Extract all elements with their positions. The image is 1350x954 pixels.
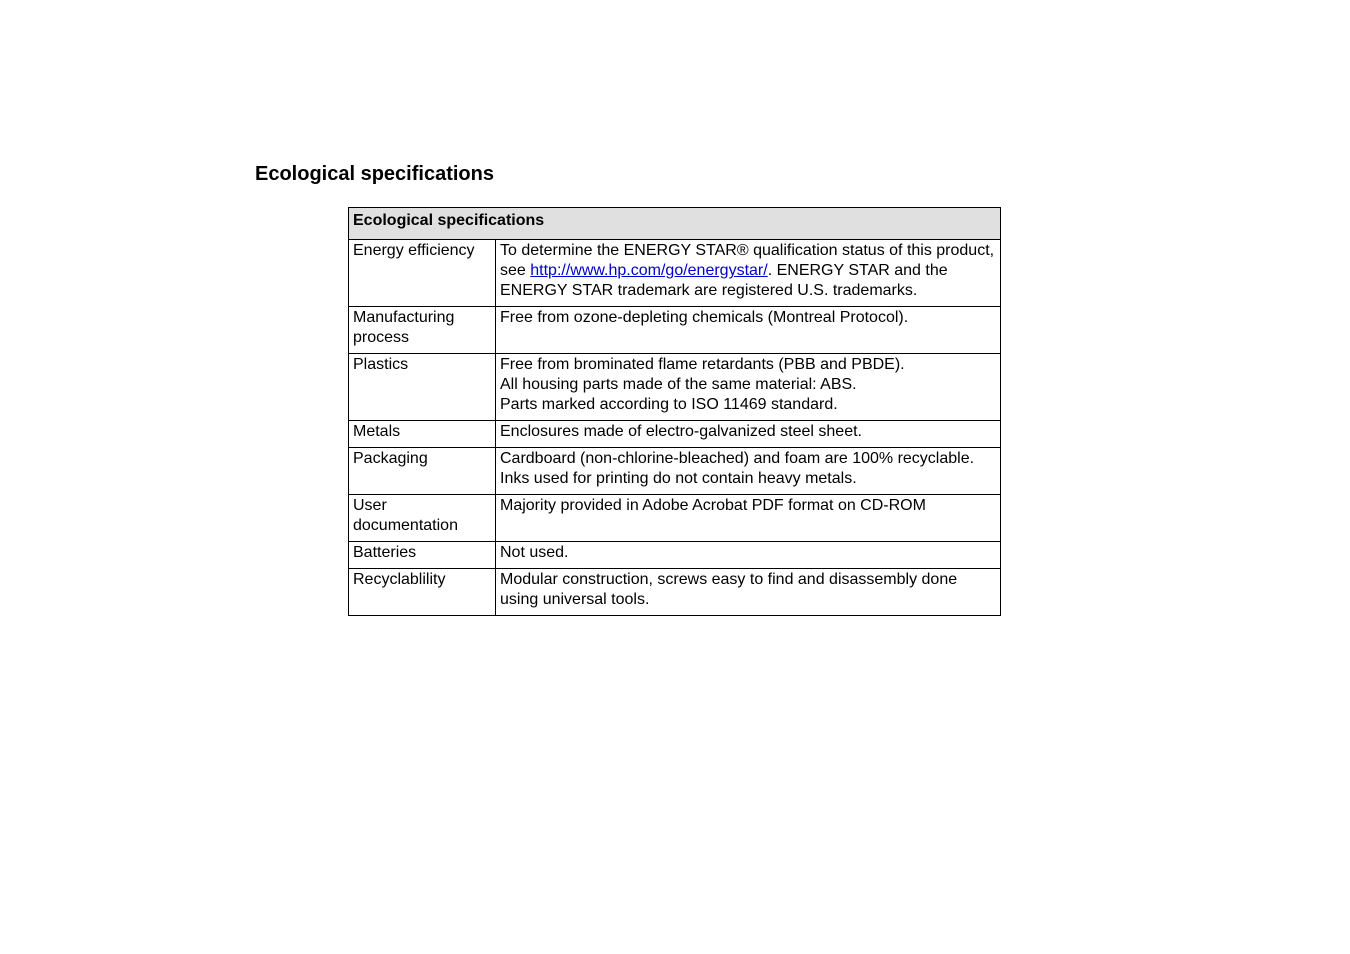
row-line: Not used. bbox=[500, 544, 569, 561]
table-row bbox=[349, 448, 1001, 495]
row-label: User documentation bbox=[349, 495, 496, 542]
table-header: Ecological specifications bbox=[349, 208, 1001, 240]
row-line: Modular construction, screws easy to find and disassembly done using universal tools. bbox=[500, 571, 958, 608]
table-row bbox=[349, 354, 1001, 421]
ecological-specifications-table bbox=[348, 207, 1001, 616]
row-value bbox=[496, 542, 1001, 569]
table-row bbox=[349, 307, 1001, 354]
row-value bbox=[496, 307, 1001, 354]
row-label: Metals bbox=[349, 421, 496, 448]
row-value bbox=[496, 421, 1001, 448]
row-line: Enclosures made of electro-galvanized steel sheet. bbox=[500, 423, 862, 440]
table-row bbox=[349, 240, 1001, 307]
row-label: Manufacturing process bbox=[349, 307, 496, 354]
row-line: Cardboard (non-chlorine-bleached) and foam are 100% recyclable. bbox=[500, 450, 975, 467]
row-line: Majority provided in Adobe Acrobat PDF format on CD-ROM bbox=[500, 497, 926, 514]
row-line: Free from ozone-depleting chemicals (Montreal Protocol). bbox=[500, 309, 909, 326]
table-row bbox=[349, 542, 1001, 569]
row-value bbox=[496, 569, 1001, 616]
energystar-link[interactable]: http://www.hp.com/go/energystar/ bbox=[530, 262, 768, 279]
row-line: Free from brominated flame retardants (PBB and PBDE). bbox=[500, 356, 905, 373]
row-line: Parts marked according to ISO 11469 standard. bbox=[500, 396, 838, 413]
table-row bbox=[349, 421, 1001, 448]
row-label: Energy efficiency bbox=[349, 240, 496, 307]
row-value bbox=[496, 240, 1001, 307]
table-row bbox=[349, 569, 1001, 616]
row-label: Packaging bbox=[349, 448, 496, 495]
row-line: Inks used for printing do not contain heavy metals. bbox=[500, 470, 857, 487]
row-value bbox=[496, 495, 1001, 542]
row-label: Plastics bbox=[349, 354, 496, 421]
row-label: Batteries bbox=[349, 542, 496, 569]
row-line: All housing parts made of the same material: ABS. bbox=[500, 376, 857, 393]
table-header-row bbox=[349, 208, 1001, 240]
row-text: To determine the ENERGY STAR® qualification status of this product, see bbox=[500, 242, 995, 279]
row-text: . ENERGY STAR and the ENERGY STAR trademark are registered U.S. trademarks. bbox=[500, 262, 948, 299]
table-row bbox=[349, 495, 1001, 542]
row-value bbox=[496, 448, 1001, 495]
row-label: Recyclablility bbox=[349, 569, 496, 616]
row-value bbox=[496, 354, 1001, 421]
page-title: Ecological specifications bbox=[255, 163, 494, 185]
